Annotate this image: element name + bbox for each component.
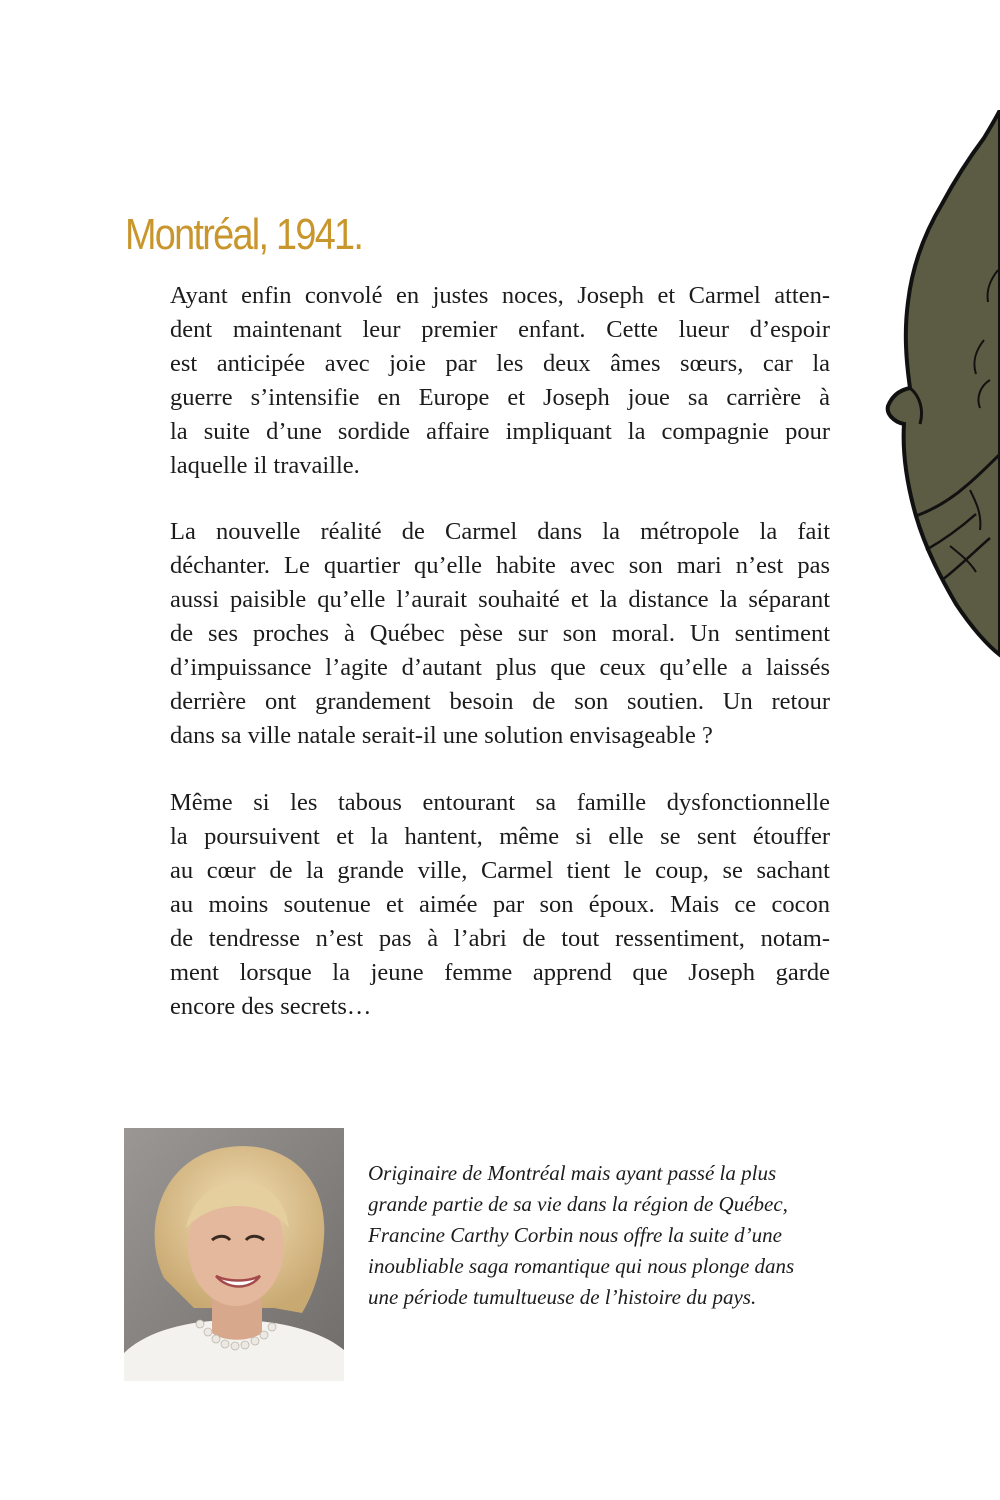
bio-line: une période tumultueuse de l’histoire du pays. [368, 1285, 757, 1309]
paragraph-line: déchanter. Le quartier qu’elle habite avec son mari n’est pas [170, 552, 830, 579]
paragraph-line: au moins soutenue et aimée par son époux. Mais ce cocon [170, 891, 830, 918]
bio-line: Francine Carthy Corbin nous offre la suite d’une [368, 1223, 782, 1247]
paragraph-line: la suite d’une sordide affaire impliquant la compagnie pour [170, 418, 830, 445]
bio-line: Originaire de Montréal mais ayant passé la plus [368, 1161, 777, 1185]
paragraph-line: laquelle il travaille. [170, 452, 360, 479]
paragraph-line: dent maintenant leur premier enfant. Cette lueur d’espoir [170, 316, 830, 343]
synopsis-paragraph-2 [170, 515, 830, 753]
paragraph-line: encore des secrets… [170, 993, 372, 1020]
author-bio [368, 1158, 808, 1313]
paragraph-line: de tendresse n’est pas à l’abri de tout ressentiment, notam- [170, 925, 830, 952]
paragraph-line: guerre s’intensifie en Europe et Joseph joue sa carrière à [170, 384, 830, 411]
paragraph-line: de ses proches à Québec pèse sur son moral. Un sentiment [170, 620, 830, 647]
paragraph-line: Même si les tabous entourant sa famille dysfonctionnelle [170, 789, 830, 816]
paragraph-line: aussi paisible qu’elle l’aurait souhaité et la distance la séparant [170, 586, 830, 613]
cover-illustration-edge [880, 110, 1000, 670]
paragraph-line: derrière ont grandement besoin de son soutien. Un retour [170, 688, 830, 715]
paragraph-line: La nouvelle réalité de Carmel dans la métropole la fait [170, 518, 830, 545]
paragraph-line: au cœur de la grande ville, Carmel tient le coup, se sachant [170, 857, 830, 884]
paragraph-line: d’impuissance l’agite d’autant plus que ceux qu’elle a laissés [170, 654, 830, 681]
bio-line: inoubliable saga romantique qui nous plonge dans [368, 1254, 795, 1278]
synopsis-paragraph-3 [170, 786, 830, 1024]
paragraph-line: ment lorsque la jeune femme apprend que Joseph garde [170, 959, 830, 986]
author-photo [124, 1128, 344, 1381]
paragraph-line: Ayant enfin convolé en justes noces, Joseph et Carmel atten- [170, 282, 830, 309]
book-title-heading: Montréal, 1941. [125, 210, 363, 259]
synopsis-paragraph-1 [170, 279, 830, 483]
paragraph-line: dans sa ville natale serait-il une solution envisageable ? [170, 722, 713, 749]
paragraph-line: la poursuivent et la hantent, même si elle se sent étouffer [170, 823, 830, 850]
bio-line: grande partie de sa vie dans la région de Québec, [368, 1192, 788, 1216]
paragraph-line: est anticipée avec joie par les deux âmes sœurs, car la [170, 350, 830, 377]
